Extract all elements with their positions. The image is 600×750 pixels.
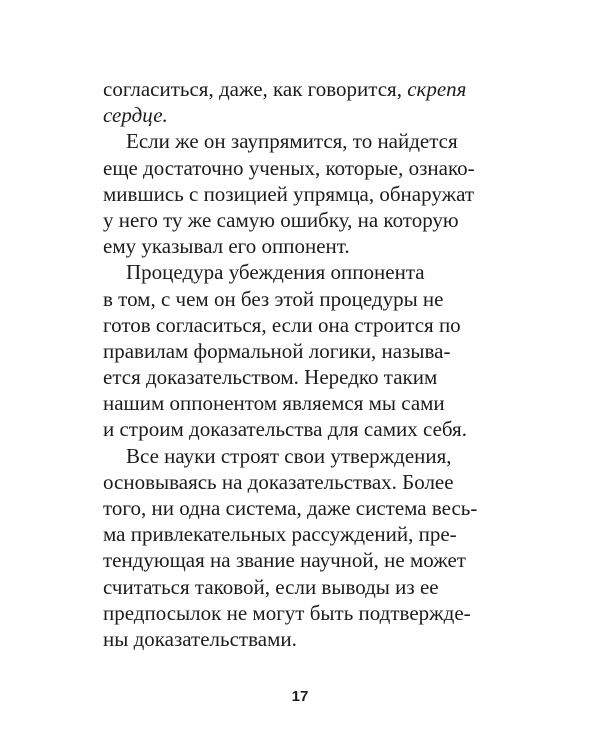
text-line: мившись с позицией упрямца, обнаружат (103, 181, 475, 206)
text-line: еще достаточно ученых, которые, ознако- (103, 155, 475, 180)
page-number: 17 (291, 688, 309, 705)
text-line: у него ту же самую ошибку, на которую (103, 207, 459, 232)
text-line: ется доказательством. Нередко таким (103, 365, 438, 390)
paragraph-first-line: Процедура убеждения оппонента (126, 260, 425, 285)
text-line: предпосылок не могут быть подтвержде- (103, 600, 471, 625)
text-line: того, ни одна система, даже система весь- (103, 496, 478, 520)
text-line: основываясь на доказательствах. Более (103, 469, 454, 494)
text-line: нашим оппонентом являемся мы сами (103, 391, 445, 416)
text-line: тендующая на звание научной, не может (103, 548, 466, 573)
italic-phrase: сердце. (103, 103, 168, 128)
text-line (103, 102, 503, 128)
text-line: в том, с чем он без этой процедуры не (103, 286, 444, 311)
text-line: правилам формальной логики, называ- (103, 338, 451, 363)
text-line: считаться таковой, если выводы из ее (103, 574, 439, 599)
text-line: ны доказательствами. (103, 626, 297, 651)
text-line: ему указывал его оппонент. (103, 234, 350, 259)
text-line: готов согласиться, если она строится по (103, 312, 461, 337)
paragraph-first-line: Все науки строят свои утверждения, (126, 443, 452, 468)
text-line: согласиться, даже, как говорится, скрепя (103, 77, 467, 101)
body-text (103, 76, 503, 652)
paragraph-first-line: Если же он заупрямится, то найдется (126, 129, 458, 154)
text-line: ма привлекательных рассуждений, пре- (103, 522, 457, 547)
italic-phrase: скрепя (407, 77, 467, 101)
text-line: и строим доказательства для самих себя. (103, 417, 467, 442)
